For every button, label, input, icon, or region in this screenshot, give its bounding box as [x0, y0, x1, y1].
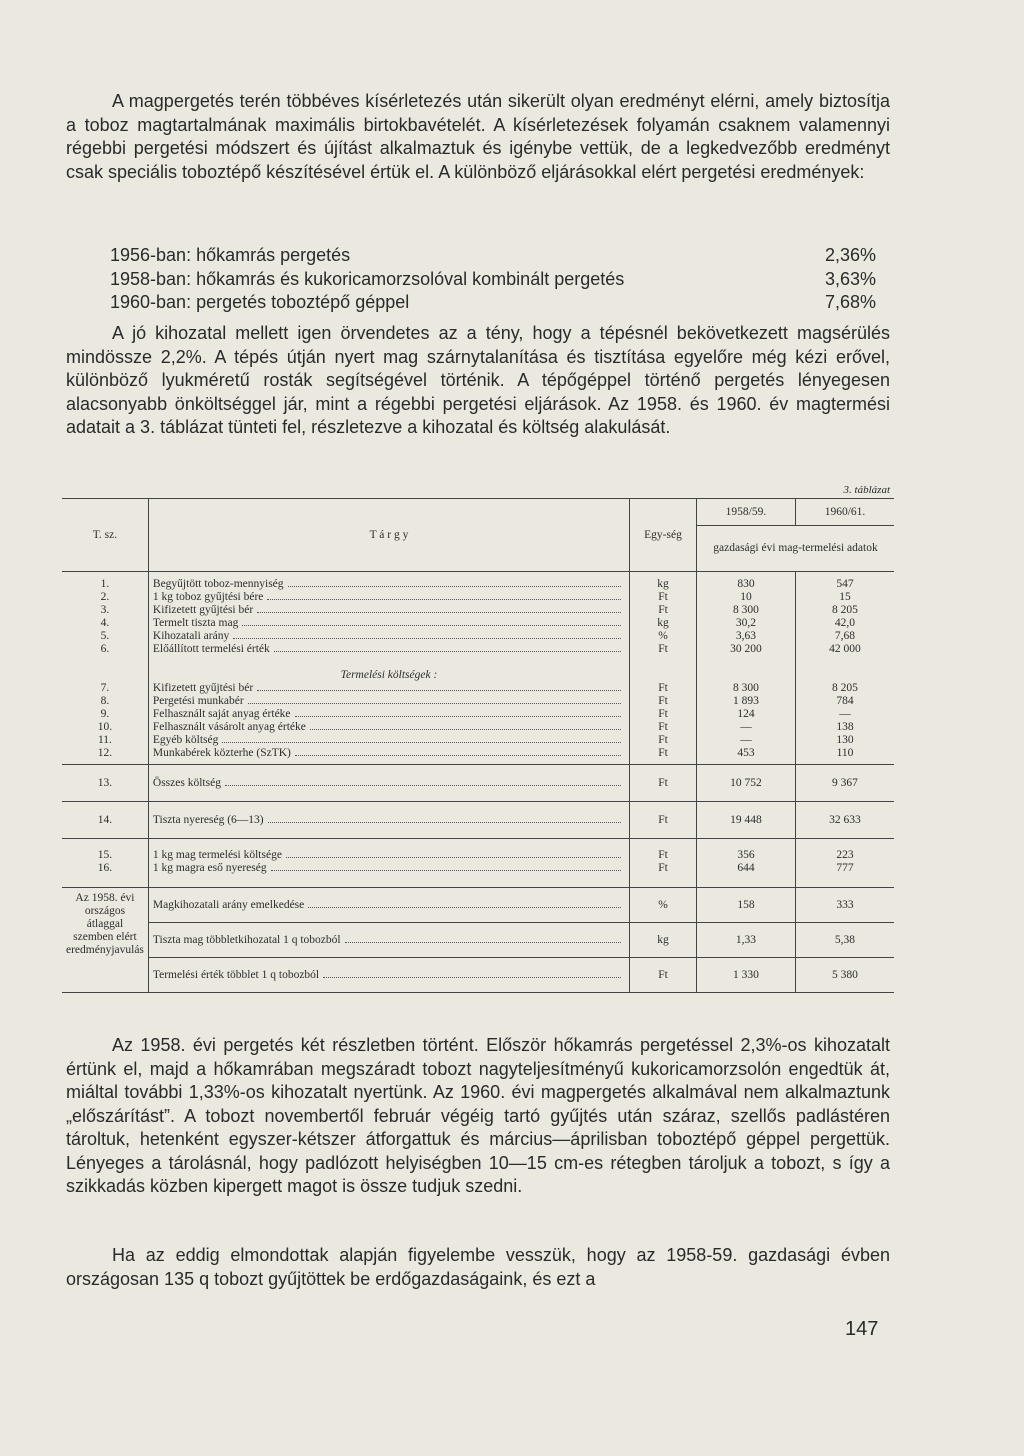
table-row — [62, 839, 894, 863]
row-item: Felhasznált vásárolt anyag értéke — [152, 721, 306, 733]
header-year2: 1960/61. — [795, 499, 894, 526]
row-value-1960: 42 000 — [795, 643, 894, 656]
table-row-total-cost — [62, 765, 894, 802]
row-value-1960: 8 205 — [795, 682, 894, 695]
summary-row — [62, 923, 894, 958]
table-row — [62, 734, 894, 747]
row-value-1958: 124 — [696, 708, 795, 721]
row-no: 13. — [97, 776, 113, 789]
row-value-1960: 130 — [795, 734, 894, 747]
row-unit: Ft — [630, 721, 697, 734]
results-list — [110, 244, 876, 315]
header-no: T. sz. — [92, 528, 118, 541]
row-item: Előállított termelési érték — [152, 643, 270, 655]
result-label: 1958-ban: hőkamrás és kukoricamorzsolóval kombinált pergetés — [110, 268, 625, 289]
row-unit: Ft — [630, 747, 697, 765]
row-value-1960: 223 — [795, 839, 894, 863]
paragraph-3 — [66, 1034, 890, 1199]
row-item: Egyéb költség — [152, 734, 219, 746]
row-value-1960: 784 — [795, 695, 894, 708]
row-no: 4. — [100, 617, 110, 629]
row-no: 3. — [100, 604, 110, 616]
row-value-1958: 30,2 — [696, 617, 795, 630]
row-value-1958: 10 — [696, 591, 795, 604]
table-caption: 3. táblázat — [843, 484, 890, 496]
row-item: Munkabérek közterhe (SzTK) — [152, 747, 291, 759]
row-value-1958: 10 752 — [696, 765, 795, 802]
row-value-1958: 830 — [696, 572, 795, 592]
row-no: 6. — [100, 643, 110, 655]
summary-value-1960: 333 — [795, 888, 894, 923]
summary-unit: kg — [630, 923, 697, 958]
table-row — [62, 572, 894, 592]
row-item: Kifizetett gyűjtési bér — [152, 682, 254, 694]
row-item: Összes költség — [152, 776, 221, 789]
table-row — [62, 604, 894, 617]
row-unit: Ft — [630, 839, 697, 863]
summary-value-1960: 5,38 — [795, 923, 894, 958]
intro-paragraph — [66, 90, 890, 184]
result-value: 7,68% — [824, 292, 876, 312]
result-value: 3,63% — [824, 268, 876, 289]
row-unit: Ft — [630, 734, 697, 747]
row-value-1960: 9 367 — [795, 765, 894, 802]
table-row — [62, 617, 894, 630]
summary-value-1960: 5 380 — [795, 958, 894, 993]
table-header-row — [62, 499, 894, 526]
summary-value-1958: 158 — [696, 888, 795, 923]
result-row — [110, 244, 876, 268]
paragraph-3-text: Az 1958. évi pergetés két részletben történt. Először hőkamrás pergetéssel 2,3%-os kihozatalt értünk el, majd a hőkamrában megszáradt tobozt nagyteljesítményű kukoricamorzsolón engedtük át, miáltal további 1,33%-os kihozatalt nyertünk. Az 1960. évi magpergetés alkalmával nem alkalmaztunk „előszárítást”. A tobozt novembertől február végéig tartó gyűjtés után száraz, szellős padlástéren tároltuk, hetenként egyszer-kétszer átforgattuk és március—áprilisban toboztépő géppel pergettük. Lényeges a tárolásnál, hogy padlózott helyiségben 10—15 cm-es rétegben tároljuk a tobozt, s így a szikkadás közben kipergett magot is össze tudjuk szedni. — [66, 1035, 890, 1196]
row-value-1958: 19 448 — [696, 802, 795, 839]
row-value-1958: 356 — [696, 839, 795, 863]
row-value-1958: 453 — [696, 747, 795, 765]
table-row — [62, 747, 894, 765]
row-no: 15. — [97, 849, 113, 861]
header-unit: Egy-ség — [630, 499, 697, 572]
row-value-1960: — — [795, 708, 894, 721]
row-no: 5. — [100, 630, 110, 642]
row-unit: Ft — [630, 765, 697, 802]
table-row — [62, 682, 894, 695]
row-value-1960: 138 — [795, 721, 894, 734]
row-item: Kihozatali arány — [152, 630, 230, 642]
row-no: 16. — [97, 862, 113, 874]
row-unit: Ft — [630, 802, 697, 839]
row-unit: Ft — [630, 591, 697, 604]
summary-value-1958: 1,33 — [696, 923, 795, 958]
row-value-1958: 1 893 — [696, 695, 795, 708]
summary-item: Termelési érték többlet 1 q tobozból — [152, 968, 320, 981]
result-row — [110, 268, 876, 292]
row-unit: Ft — [630, 643, 697, 656]
paragraph-2-text: A jó kihozatal mellett igen örvendetes az a tény, hogy a tépésnél bekövetkezett magsérülés mindössze 2,2%. A tépés útján nyert mag szárnytalanítása és tisztítása egyelőre még kézi erővel, különböző lyukméretű rosták segítségével történik. A tépőgéppel történő pergetés lényegesen alacsonyabb önköltséggel jár, mint a régebbi pergetési eljárások. Az 1958. és 1960. év magtermési adatait a 3. táblázat tünteti fel, részletezve a kihozatal és költség alakulását. — [66, 323, 890, 437]
summary-item: Magkihozatali arány emelkedése — [152, 898, 305, 911]
row-value-1958: — — [696, 721, 795, 734]
summary-row — [62, 958, 894, 993]
row-value-1958: 30 200 — [696, 643, 795, 656]
costs-section-row — [62, 656, 894, 682]
row-item: Pergetési munkabér — [152, 695, 244, 707]
row-unit: Ft — [630, 708, 697, 721]
row-unit: Ft — [630, 682, 697, 695]
table-row — [62, 695, 894, 708]
row-value-1958: 3,63 — [696, 630, 795, 643]
row-no: 11. — [97, 734, 112, 746]
summary-row — [62, 888, 894, 923]
summary-item: Tiszta mag többletkihozatal 1 q tobozból — [152, 933, 341, 946]
row-value-1958: 8 300 — [696, 604, 795, 617]
header-item: T á r g y — [148, 499, 629, 572]
summary-unit: Ft — [630, 958, 697, 993]
row-item: Termelt tiszta mag — [152, 617, 239, 629]
row-no: 7. — [100, 682, 110, 694]
row-unit: Ft — [630, 604, 697, 617]
paragraph-4 — [66, 1244, 890, 1291]
row-item: 1 kg magra eső nyereség — [152, 862, 267, 874]
paragraph-2 — [66, 322, 890, 440]
header-subheader: gazdasági évi mag-termelési adatok — [696, 526, 894, 572]
row-value-1960: 42,0 — [795, 617, 894, 630]
row-value-1960: 110 — [795, 747, 894, 765]
row-item: Tiszta nyereség (6—13) — [152, 813, 264, 826]
row-value-1960: 15 — [795, 591, 894, 604]
row-item: Begyűjtött toboz-mennyiség — [152, 578, 284, 590]
row-no: 12. — [97, 747, 113, 759]
row-value-1960: 7,68 — [795, 630, 894, 643]
table-row — [62, 721, 894, 734]
page-number: 147 — [845, 1318, 879, 1340]
summary-unit: % — [630, 888, 697, 923]
row-value-1958: 8 300 — [696, 682, 795, 695]
costs-title: Termelési költségek : — [148, 656, 629, 682]
row-unit: kg — [630, 617, 697, 630]
result-label: 1960-ban: pergetés toboztépő géppel — [110, 292, 410, 312]
table-row — [62, 630, 894, 643]
row-value-1960: 32 633 — [795, 802, 894, 839]
result-value: 2,36% — [824, 245, 876, 265]
row-value-1958: — — [696, 734, 795, 747]
table-row — [62, 862, 894, 888]
row-item: 1 kg toboz gyűjtési bére — [152, 591, 264, 603]
summary-value-1958: 1 330 — [696, 958, 795, 993]
row-item: Kifizetett gyűjtési bér — [152, 604, 254, 616]
row-item: 1 kg mag termelési költsége — [152, 849, 282, 861]
row-unit: Ft — [630, 695, 697, 708]
row-value-1960: 8 205 — [795, 604, 894, 617]
row-no: 2. — [100, 591, 110, 603]
intro-text: A magpergetés terén többéves kísérletezés után sikerült olyan eredményt elérni, amely biztosítja a toboz magtartalmának maximális birtokbavételét. A kísérletezések folyamán csaknem valamennyi régebbi pergetési módszert és újítást alkalmaztuk és igénybe vettük, de a legkedvezőbb eredményt csak speciális toboztépő készítésével értük el. A különböző eljárásokkal elért pergetési eredmények: — [66, 91, 890, 182]
row-value-1960: 547 — [795, 572, 894, 592]
row-no: 8. — [100, 695, 110, 707]
result-row — [110, 291, 876, 315]
table-row-net-profit — [62, 802, 894, 839]
row-no: 10. — [97, 721, 113, 733]
table-row — [62, 591, 894, 604]
row-unit: % — [630, 630, 697, 643]
data-table — [62, 498, 894, 993]
result-label: 1956-ban: hőkamrás pergetés — [110, 245, 351, 265]
table-row — [62, 708, 894, 721]
row-no: 9. — [100, 708, 110, 720]
row-unit: Ft — [630, 862, 697, 888]
paragraph-4-text: Ha az eddig elmondottak alapján figyelembe vesszük, hogy az 1958-59. gazdasági évben országosan 135 q tobozt gyűjtöttek be erdőgazdaságaink, és ezt a — [66, 1245, 890, 1289]
row-value-1960: 777 — [795, 862, 894, 888]
row-no: 14. — [97, 813, 113, 826]
row-item: Felhasznált saját anyag értéke — [152, 708, 291, 720]
row-value-1958: 644 — [696, 862, 795, 888]
header-year1: 1958/59. — [696, 499, 795, 526]
summary-label: Az 1958. évi országos átlaggal szemben elért eredményjavulás — [66, 892, 144, 956]
table-row — [62, 643, 894, 656]
row-no: 1. — [100, 578, 110, 590]
row-unit: kg — [630, 572, 697, 592]
